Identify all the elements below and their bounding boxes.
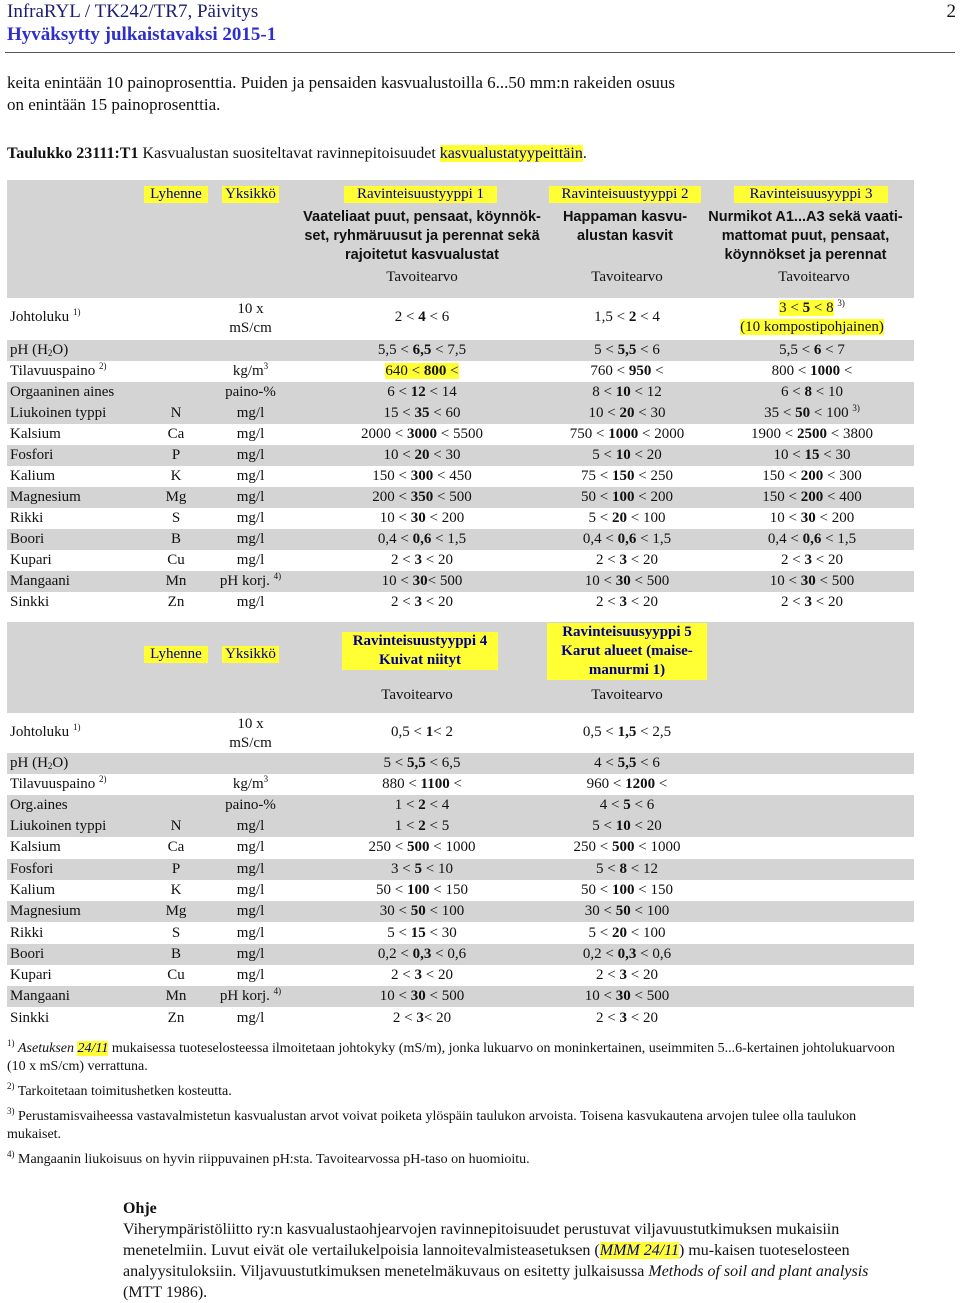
t1-element-unit: mg/l <box>236 468 265 484</box>
t1-element-unit: mg/l <box>236 426 265 442</box>
guidance-link[interactable]: MMM 24/11 <box>599 1242 679 1259</box>
t2-value-type5: 10 < 30 < 500 <box>584 988 670 1005</box>
t1-value-type1: 10 < 20 < 30 <box>383 447 461 463</box>
t1-johto-name: Johtoluku $^{1)}$ <box>10 307 81 325</box>
t2-tila-name: Tilavuuspaino $^{2)}$ <box>10 774 107 792</box>
t1-element-name: Kalium <box>10 468 55 484</box>
t2-johto-name: Johtoluku $^{1)}$ <box>10 722 81 740</box>
t1-row-tilavuuspaino <box>7 361 914 382</box>
t2-row-fosfori <box>7 859 914 880</box>
t1-value-type3: 2 < 3 < 20 <box>781 552 843 568</box>
t1-row-ph <box>7 340 914 361</box>
t2-value-type4: 250 < 500 < 1000 <box>368 839 476 856</box>
t1-value-type2: 750 < 1000 < 2000 <box>569 426 685 442</box>
t1-johto-v2: 1,5 < 2 < 4 <box>594 309 660 325</box>
t2-row-johtoluku <box>7 713 914 755</box>
t1-element-unit: mg/l <box>236 405 265 421</box>
t2-ph-name: pH $(H_2O)$ <box>10 755 69 771</box>
t1-element-unit: mg/l <box>236 552 265 568</box>
t1-ph-name: pH $(H_2O)$ <box>10 342 69 358</box>
t2-element-name: Rikki <box>10 924 44 941</box>
caption-text: Kasvualustan suositeltavat ravinnepitoisuudet <box>138 145 440 162</box>
t2-value-type4: 10 < 30 < 500 <box>379 988 465 1005</box>
t2-value-type5: 30 < 50 < 100 <box>584 903 670 920</box>
t2-value-type4: 3 < 5 < 10 <box>391 860 453 877</box>
t1-value-type3: 0,4 < 0,6 < 1,5 <box>767 531 857 547</box>
t2-ph-v5: 4 < 5,5 < 6 <box>594 755 660 771</box>
t2-row-kalsium <box>7 837 914 858</box>
t2-element-unit: mg/l <box>236 903 265 920</box>
t2-value-type4: 2 < 3 < 20 <box>391 967 453 984</box>
t2-element-name: Sinkki <box>10 1009 50 1026</box>
t1-value-type3: 10 < 30 < 200 <box>769 510 855 526</box>
t2-value-type5: 5 < 10 < 20 <box>592 818 662 834</box>
page-number: 2 <box>946 1 956 22</box>
t1-johto-v3: 3 < 5 < 8 $^{3)}$ (10 kompostipohjainen) <box>740 298 884 335</box>
t2-element-symbol: P <box>171 860 181 877</box>
t1-element-symbol: Mn <box>165 573 187 589</box>
t2-value-type5: 250 < 500 < 1000 <box>573 839 681 856</box>
t2-element-name: Kupari <box>10 967 52 984</box>
t2-org-name: Org.aines <box>10 797 68 813</box>
intro-paragraph <box>7 72 907 116</box>
t2-element-unit: pH korj. $^{4)}$ <box>219 986 282 1005</box>
caption-end: . <box>582 145 587 162</box>
t2-johto-v5: 0,5 < 1,5 < 2,5 <box>582 724 672 740</box>
guidance-title: Ohje <box>123 1200 157 1217</box>
t2-element-name: Kalium <box>10 881 55 898</box>
t1-value-type2: 50 < 100 < 200 <box>581 489 673 505</box>
t2-value-type5: 5 < 20 < 100 <box>588 924 666 941</box>
t1-element-symbol: Mg <box>165 489 187 505</box>
t1-element-name: Kupari <box>10 552 52 568</box>
t2-element-symbol: K <box>170 881 182 898</box>
t1-desc-type3 <box>697 208 914 265</box>
t2-element-unit: mg/l <box>236 818 265 834</box>
t1-desc1-l3: rajoitetut kasvualustat <box>345 247 499 263</box>
header-divider <box>5 52 955 53</box>
t2-element-name: Magnesium <box>10 903 81 920</box>
t1-element-unit: mg/l <box>236 489 265 505</box>
t1-org-name: Orgaaninen aines <box>10 384 115 400</box>
t1-row-rikki <box>7 508 914 529</box>
caption-label: Taulukko 23111:T1 <box>7 145 139 162</box>
t1-row-johtoluku <box>7 298 914 340</box>
t2-target-5: Tavoitearvo <box>591 687 663 703</box>
t2-element-unit: mg/l <box>236 967 265 984</box>
t1-element-name: Rikki <box>10 510 44 526</box>
t2-element-symbol: Zn <box>167 1009 185 1026</box>
t1-johto-v1: 2 < 4 < 6 <box>394 309 450 325</box>
guidance-box <box>123 1198 883 1303</box>
t1-value-type1: 2 < 3 < 20 <box>391 552 453 568</box>
t1-desc2-l1: Happaman kasvu- <box>562 209 688 225</box>
t2-header-unit: Yksikkö <box>222 646 279 663</box>
t2-element-unit: mg/l <box>236 924 265 941</box>
t1-element-name: Liukoinen typpi <box>10 405 107 421</box>
t1-element-symbol: Ca <box>167 426 185 442</box>
t1-desc-type2 <box>545 208 705 246</box>
t1-value-type1: 2 < 3 < 20 <box>391 594 453 610</box>
t2-row-kalium <box>7 880 914 901</box>
t2-row-mangaani <box>7 986 914 1007</box>
t2-tila-v5: 960 < 1200 < <box>586 776 668 792</box>
guidance-text: Viherympäristöliitto ry:n kasvualustaohjearvojen ravinnepitoisuudet perustuvat viljavuustutkimuksen mukaisiin menetelmiin. Luvut eivät ole vertailukelpoisia lannoitevalmisteasetuksen (MMM 24/11) mu-kaisen tuoteselosteen analyysituloksiin. Viljavuustutkimuksen menetelmäkuvaus on esitetty julkaisussa Methods of soil and plant analysis (MTT 1986). <box>123 1221 869 1301</box>
t1-row-fosfori <box>7 445 914 466</box>
t1-value-type1: 2000 < 3000 < 5500 <box>361 426 483 442</box>
footnote-4: $^{4)}$ Mangaanin liukoisuus on hyvin riippuvainen pH:sta. Tavoitearvossa pH-taso on huomioitu. <box>7 1149 530 1167</box>
t2-row-kupari <box>7 965 914 986</box>
t1-header-type2: Ravinteisuustyyppi 2 <box>549 186 701 203</box>
t1-row-orgaaninen <box>7 382 914 403</box>
t1-element-symbol: S <box>171 510 181 526</box>
doc-header-title: InfraRYL / TK242/TR7, Päivitys <box>7 1 259 22</box>
t1-tila-name: Tilavuuspaino $^{2)}$ <box>10 361 107 379</box>
footnotes <box>7 1040 907 1176</box>
t2-element-name: Mangaani <box>10 988 70 1005</box>
t2-header-type5: Ravinteisuusyyppi 5 Karut alueet (maise- manurmi 1) <box>547 623 707 680</box>
t1-org-v3: 6 < 8 < 10 <box>781 384 843 400</box>
t2-element-symbol: N <box>170 818 182 834</box>
t1-target-1: Tavoitearvo <box>386 269 458 285</box>
footnote-3: $^{3)}$ Perustamisvaiheessa vastavalmistetun kasvualustan arvot voivat poiketa ylöspäin taulukon arvoista. Toisena kasvukautena arvojen tulee olla taulukon mukaiset. <box>7 1106 857 1142</box>
t1-row-kupari <box>7 550 914 571</box>
t1-row-mangaani <box>7 571 914 592</box>
t2-element-unit: mg/l <box>236 945 265 962</box>
t2-org-v4: 1 < 2 < 4 <box>394 797 450 813</box>
t1-value-type1: 10 < 30< 500 <box>381 573 463 589</box>
t1-element-symbol: Cu <box>167 552 185 568</box>
t1-ph-v3: 5,5 < 6 < 7 <box>779 342 845 358</box>
intro-line-1: keita enintään 10 painoprosenttia. Puiden ja pensaiden kasvualustoilla 6...50 mm:n rakeiden osuus <box>7 73 676 92</box>
t2-value-type5: 2 < 3 < 20 <box>596 967 658 984</box>
t1-element-unit: mg/l <box>236 510 265 526</box>
t2-value-type5: 2 < 3 < 20 <box>596 1009 658 1026</box>
t1-value-type2: 5 < 20 < 100 <box>588 510 666 526</box>
t1-value-type1: 200 < 350 < 500 <box>372 489 472 505</box>
t1-element-name: Boori <box>10 531 45 547</box>
t1-element-symbol: B <box>170 531 181 547</box>
t2-value-type5: 0,2 < 0,3 < 0,6 <box>582 945 672 962</box>
t1-value-type2: 0,4 < 0,6 < 1,5 <box>582 531 672 547</box>
t2-row-orgaaninen <box>7 795 914 816</box>
t1-desc1-l1: Vaateliaat puut, pensaat, köynnök- <box>303 209 541 225</box>
t2-value-type4: 50 < 100 < 150 <box>376 881 468 898</box>
t2-header-abbr: Lyhenne <box>144 646 208 663</box>
nutrient-table-1 <box>7 180 914 620</box>
t1-element-symbol: Zn <box>167 594 185 610</box>
t1-element-symbol: N <box>170 405 182 421</box>
footnote-1: $^{1)}$ Asetuksen 24/11 mukaisessa tuoteselosteessa ilmoitetaan johtokyky (mS/m), jonka lukuarvo on moninkertainen, useimmiten 5...6-kertainen johtolukuarvoon (10 x mS/cm) verrattuna. <box>7 1038 895 1074</box>
t2-johto-v4: 0,5 < 1< 2 <box>391 724 453 740</box>
t1-value-type1: 15 < 35 < 60 <box>383 405 461 421</box>
t1-desc-type1 <box>289 208 555 265</box>
t1-value-type3: 150 < 200 < 400 <box>762 489 862 505</box>
t2-element-unit: mg/l <box>236 839 265 856</box>
intro-line-2: on enintään 15 painoprosenttia. <box>7 95 221 114</box>
t1-header-type3: Ravinteisuusyyppi 3 <box>734 186 888 203</box>
t2-value-type4: 2 < 3< 20 <box>392 1009 452 1026</box>
t2-row-liukoinen-typpi <box>7 816 914 837</box>
t1-element-name: Magnesium <box>10 489 81 505</box>
t2-element-symbol: Ca <box>167 839 185 856</box>
t1-element-name: Sinkki <box>10 594 50 610</box>
t2-element-symbol: B <box>170 945 181 962</box>
t1-desc3-l2: mattomat puut, pensaat, <box>721 228 890 244</box>
t2-element-name: Kalsium <box>10 839 61 856</box>
t2-value-type4: 0,2 < 0,3 < 0,6 <box>377 945 467 962</box>
t2-value-type5: 50 < 100 < 150 <box>581 881 673 898</box>
t1-ph-v2: 5 < 5,5 < 6 <box>594 342 660 358</box>
t1-row-kalsium <box>7 424 914 445</box>
t1-value-type3: 150 < 200 < 300 <box>762 468 862 484</box>
t2-row-boori <box>7 944 914 965</box>
footnote-1-link[interactable]: 24/11 <box>77 1041 109 1056</box>
doc-header-status: Hyväksytty julkaistavaksi 2015-1 <box>7 24 277 45</box>
t1-value-type2: 5 < 10 < 20 <box>592 447 662 463</box>
t2-value-type5: 5 < 8 < 12 <box>596 860 658 877</box>
t2-row-sinkki <box>7 1008 914 1029</box>
t1-org-v2: 8 < 10 < 12 <box>592 384 662 400</box>
t1-desc3-l3: köynnökset ja perennat <box>724 247 887 263</box>
caption-link[interactable]: kasvualustatyypeittäin <box>439 145 583 162</box>
t1-tila-v2: 760 < 950 < <box>590 363 664 379</box>
t2-element-unit: mg/l <box>236 860 265 877</box>
t2-org-v5: 4 < 5 < 6 <box>599 797 655 813</box>
t1-value-type1: 10 < 30 < 200 <box>379 510 465 526</box>
t2-header-type4: Ravinteisuustyyppi 4 Kuivat niityt <box>342 632 498 670</box>
t2-element-symbol: Mg <box>165 903 187 920</box>
t2-value-type4: 5 < 15 < 30 <box>387 924 457 941</box>
t1-value-type3: 10 < 30 < 500 <box>769 573 855 589</box>
t2-johto-unit: 10 x mS/cm <box>229 716 272 751</box>
t2-row-tilavuuspaino <box>7 774 914 795</box>
t1-desc2-l2: alustan kasvit <box>577 228 673 244</box>
t2-row-rikki <box>7 923 914 944</box>
t1-value-type3: 1900 < 2500 < 3800 <box>751 426 873 442</box>
t1-element-name: Fosfori <box>10 447 54 463</box>
t1-ph-v1: 5,5 < 6,5 < 7,5 <box>377 342 467 358</box>
t2-element-name: Boori <box>10 945 45 962</box>
t1-tila-v3: 800 < 1000 < <box>771 363 853 379</box>
t2-element-symbol: Cu <box>167 967 185 984</box>
t1-tila-unit: $kg/m^3$ <box>232 361 269 379</box>
t2-tila-unit: $kg/m^3$ <box>232 774 269 792</box>
t1-row-boori <box>7 529 914 550</box>
t2-element-name: Liukoinen typpi <box>10 818 107 834</box>
t2-value-type4: 30 < 50 < 100 <box>379 903 465 920</box>
t1-value-type1: 150 < 300 < 450 <box>372 468 472 484</box>
t1-value-type2: 10 < 30 < 500 <box>584 573 670 589</box>
t1-value-type3: 10 < 15 < 30 <box>773 447 851 463</box>
t1-target-2: Tavoitearvo <box>591 269 663 285</box>
t2-tila-v4: 880 < 1100 < <box>382 776 462 792</box>
t1-desc1-l2: set, ryhmäruusut ja perennat sekä <box>304 228 540 244</box>
t1-element-name: Mangaani <box>10 573 70 589</box>
t2-target-4: Tavoitearvo <box>381 687 453 703</box>
t1-element-unit: mg/l <box>236 594 265 610</box>
t2-ph-v4: 5 < 5,5 < 6,5 <box>383 755 461 771</box>
t1-value-type2: 10 < 20 < 30 <box>588 405 666 421</box>
t1-element-unit: mg/l <box>236 531 265 547</box>
t2-row-magnesium <box>7 901 914 922</box>
t1-value-type2: 2 < 3 < 20 <box>596 594 658 610</box>
t1-desc3-l1: Nurmikot A1...A3 sekä vaati- <box>708 209 903 225</box>
t1-row-magnesium <box>7 487 914 508</box>
t1-header-unit: Yksikkö <box>222 186 279 203</box>
t2-element-unit: mg/l <box>236 1009 265 1026</box>
t1-element-unit: mg/l <box>236 447 265 463</box>
t2-element-symbol: S <box>171 924 181 941</box>
t1-header-abbr: Lyhenne <box>144 186 208 203</box>
t1-element-name: Kalsium <box>10 426 61 442</box>
t2-element-symbol: Mn <box>165 988 187 1005</box>
t1-element-symbol: P <box>171 447 181 463</box>
t2-element-name: Fosfori <box>10 860 54 877</box>
t1-org-unit: paino-% <box>225 384 276 400</box>
t1-element-symbol: K <box>170 468 182 484</box>
t1-johto-unit: 10 x mS/cm <box>229 301 272 336</box>
t1-value-type3: 2 < 3 < 20 <box>781 594 843 610</box>
table-caption <box>7 145 587 163</box>
t1-value-type2: 2 < 3 < 20 <box>596 552 658 568</box>
t1-value-type2: 75 < 150 < 250 <box>581 468 673 484</box>
footnote-2: $^{2)}$ Tarkoitetaan toimitushetken kosteutta. <box>7 1081 232 1099</box>
t2-element-unit: mg/l <box>236 881 265 898</box>
t1-tila-v1: 640 < 800 < <box>385 363 459 379</box>
t1-element-unit: pH korj. $^{4)}$ <box>219 571 282 589</box>
nutrient-table-2 <box>7 622 914 1032</box>
t2-org-unit: paino-% <box>225 797 276 813</box>
t1-row-kalium <box>7 466 914 487</box>
t1-target-3: Tavoitearvo <box>778 269 850 285</box>
t1-header-type1: Ravinteisuustyyppi 1 <box>344 186 497 203</box>
t1-row-sinkki <box>7 592 914 613</box>
t1-row-liukoinen-typpi <box>7 403 914 424</box>
t1-value-type1: 0,4 < 0,6 < 1,5 <box>377 531 467 547</box>
t1-value-type3: 35 < 50 < 100 $^{3)}$ <box>764 403 860 421</box>
t2-value-type4: 1 < 2 < 5 <box>394 818 450 834</box>
t1-org-v1: 6 < 12 < 14 <box>387 384 457 400</box>
t2-row-ph <box>7 753 914 774</box>
